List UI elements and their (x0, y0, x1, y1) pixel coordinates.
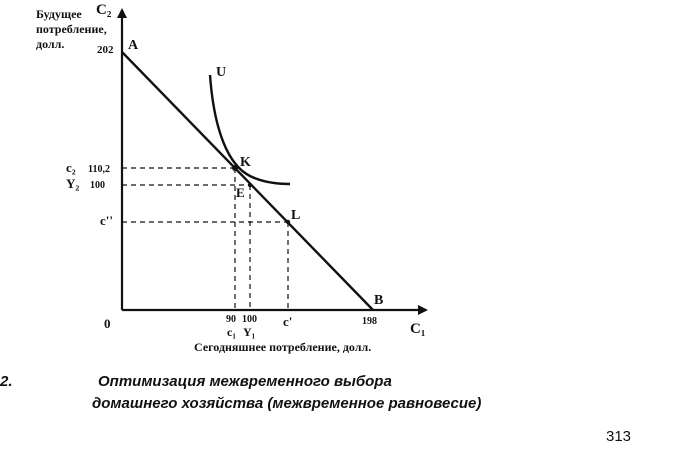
point-e-marker (248, 183, 252, 187)
page-number: 313 (606, 428, 632, 445)
y-axis-title-line-3: долл. (36, 37, 65, 51)
x-tick-100: 100 (242, 314, 257, 325)
point-b-label: B (374, 293, 384, 308)
x-axis-title: Сегодняшнее потребление, долл. (194, 340, 372, 354)
point-l-marker (286, 220, 290, 224)
point-k-marker (232, 165, 238, 171)
y-tick-c-double-prime: c'' (100, 213, 113, 228)
x-tick-y1: Y₁ (243, 325, 256, 339)
x-axis-symbol: C₁ (410, 321, 426, 337)
y-tick-100: 100 (90, 180, 105, 191)
curve-u-label: U (216, 65, 227, 80)
point-a-label: A (128, 38, 139, 53)
x-tick-c-prime: c' (283, 314, 293, 329)
y-axis-title-line-1: Будущее (36, 7, 82, 21)
x-tick-c1: c₁ (227, 325, 236, 339)
caption-line-1: Оптимизация межвременного выбора (98, 373, 392, 390)
budget-line (122, 52, 373, 310)
point-l-label: L (291, 208, 301, 223)
y-axis-title-line-2: потребление, (36, 22, 107, 36)
x-tick-90: 90 (226, 314, 236, 325)
y-tick-c2: c₂ (66, 160, 76, 175)
x-tick-198: 198 (362, 316, 377, 327)
point-e-label: E (236, 185, 245, 200)
origin-label: 0 (104, 316, 111, 331)
point-k-label: K (240, 155, 251, 170)
y-axis-symbol: C₂ (96, 2, 112, 18)
figure-number: 2. (0, 373, 13, 390)
y-tick-110-2: 110,2 (88, 164, 110, 175)
caption-line-2: домашнего хозяйства (межвременное равновесие) (92, 395, 482, 412)
y-tick-y2: Y₂ (66, 176, 80, 191)
y-tick-202: 202 (97, 44, 114, 56)
